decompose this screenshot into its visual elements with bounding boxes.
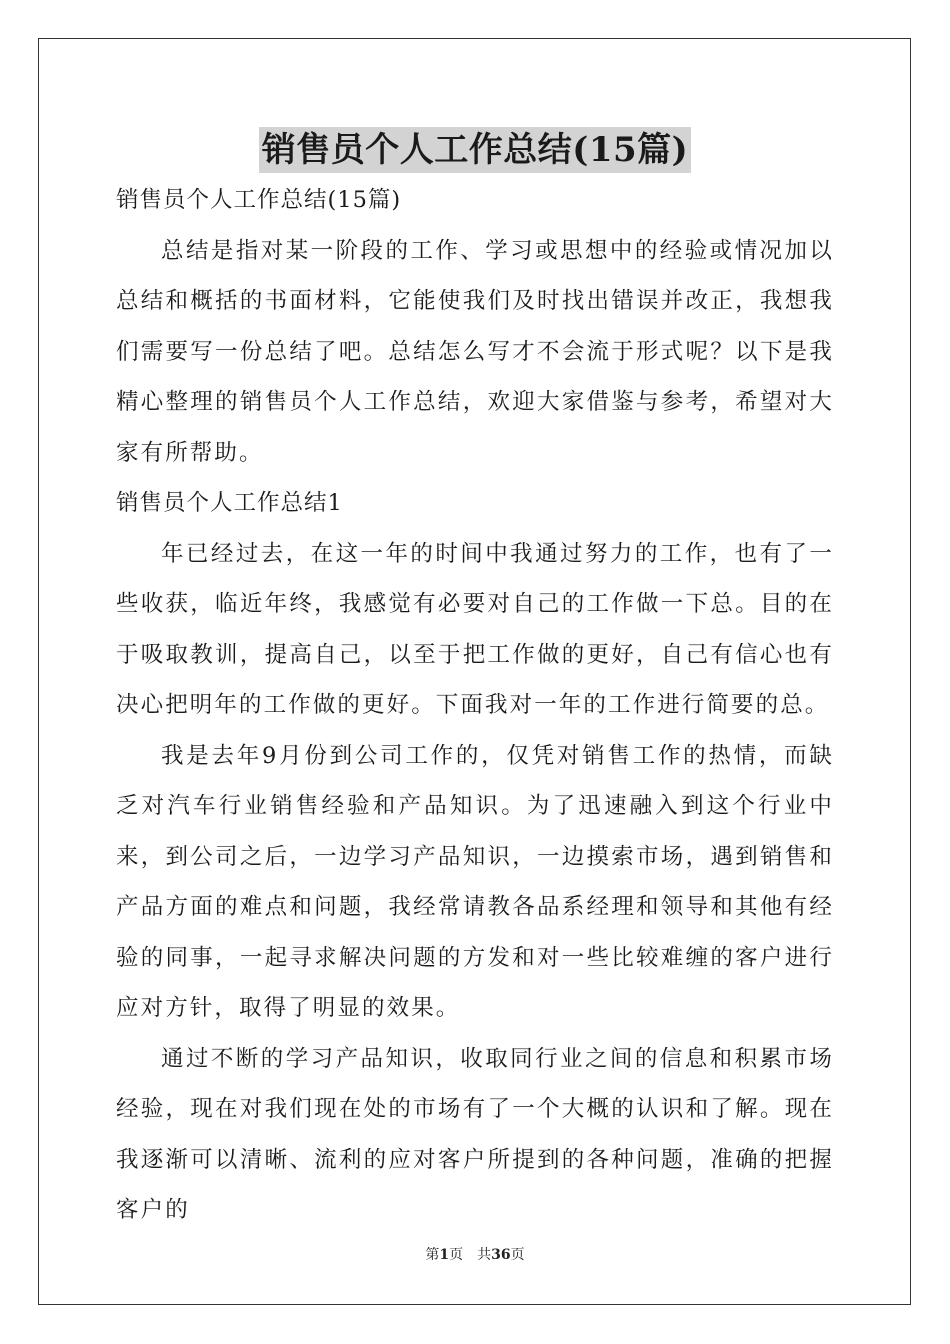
total-pages: 36 (491, 1247, 511, 1263)
page-suffix: 页 (449, 1247, 464, 1263)
body-paragraph-1: 年已经过去，在这一年的时间中我通过努力的工作，也有了一些收获，临近年终，我感觉有必要对自己的工作做一下总。目的在于吸取教训，提高自己，以至于把工作做的更好，自己有信心也有决心把明年的工作做的更好。下面我对一年的工作进行简要的总。 (116, 540, 834, 718)
section-heading: 销售员个人工作总结1 (116, 490, 343, 516)
page-total (477, 1247, 524, 1263)
total-suffix: 页 (510, 1247, 525, 1263)
body-paragraph-2: 我是去年9月份到公司工作的，仅凭对销售工作的热情，而缺乏对汽车行业销售经验和产品知识。为了迅速融入到这个行业中来，到公司之后，一边学习产品知识，一边摸索市场，遇到销售和产品方面的难点和问题，我经常请教各品系经理和领导和其他有经验的同事，一起寻求解决问题的方发和对一些比较难缠的客户进行应对方针，取得了明显的效果。 (116, 742, 834, 1021)
document-body (116, 175, 834, 1236)
document-title-text: 销售员个人工作总结(15篇) (259, 127, 692, 173)
body-paragraph-3: 通过不断的学习产品知识，收取同行业之间的信息和积累市场经验，现在对我们现在处的市场有了一个大概的认识和了解。现在我逐渐可以清晰、流利的应对客户所提到的各种问题，准确的把握客户的 (116, 1045, 834, 1223)
page-footer (0, 1245, 950, 1265)
intro-paragraph: 总结是指对某一阶段的工作、学习或思想中的经验或情况加以总结和概括的书面材料，它能使我们及时找出错误并改正，我想我们需要写一份总结了吧。总结怎么写才不会流于形式呢？以下是我精心整理的销售员个人工作总结，欢迎大家借鉴与参考，希望对大家有所帮助。 (116, 237, 834, 466)
document-subtitle: 销售员个人工作总结(15篇) (116, 187, 402, 213)
page-number (425, 1247, 463, 1263)
page-current: 1 (439, 1247, 450, 1263)
document-title (0, 126, 950, 174)
page-prefix: 第 (425, 1247, 440, 1263)
total-prefix: 共 (477, 1247, 492, 1263)
